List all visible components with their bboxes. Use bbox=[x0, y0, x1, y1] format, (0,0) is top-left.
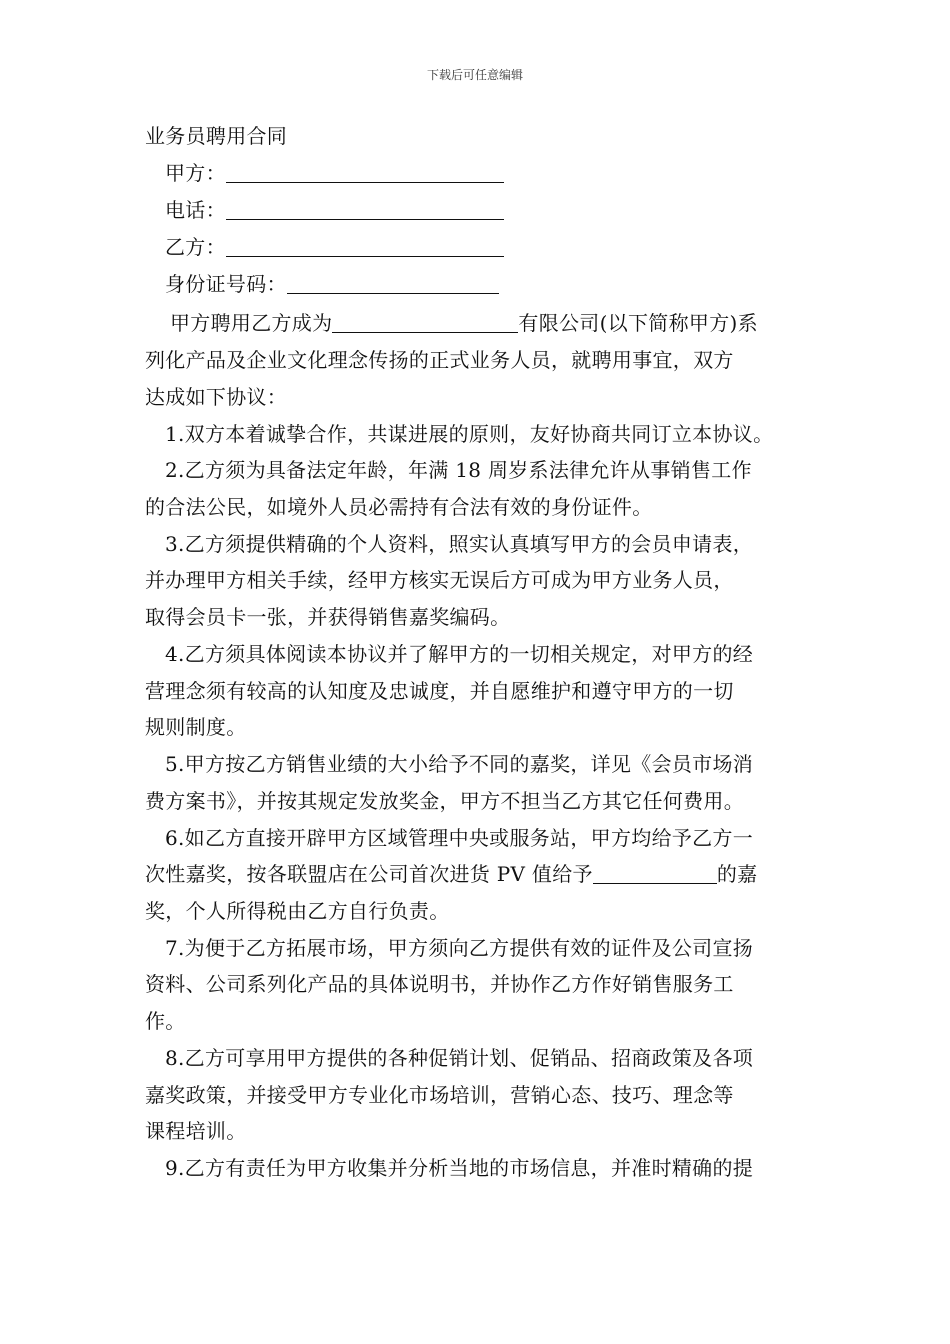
intro-pre: 甲方聘用乙方成为 bbox=[170, 311, 333, 335]
intro-line-2: 列化产品及企业文化理念传扬的正式业务人员，就聘用事宜，双方 bbox=[145, 348, 734, 372]
document-title: 业务员聘用合同 bbox=[145, 124, 288, 148]
clause-3-line-1: 3.乙方须提供精确的个人资料，照实认真填写甲方的会员申请表， bbox=[165, 532, 754, 556]
clause-4-line-2: 营理念须有较高的认知度及忠诚度，并自愿维护和遵守甲方的一切 bbox=[145, 679, 734, 703]
clause-3-line-3: 取得会员卡一张，并获得销售嘉奖编码。 bbox=[145, 605, 511, 629]
clause-5-line-2: 费方案书》，并按其规定发放奖金，甲方不担当乙方其它任何费用。 bbox=[145, 789, 744, 813]
clause-8-line-3: 课程培训。 bbox=[145, 1119, 247, 1143]
clause-6-line-2 bbox=[145, 861, 757, 887]
phone-label: 电话： bbox=[165, 198, 226, 222]
intro-line-1 bbox=[170, 310, 758, 336]
id-number-label: 身份证号码： bbox=[165, 272, 287, 296]
clause-4-line-1: 4.乙方须具体阅读本协议并了解甲方的一切相关规定，对甲方的经 bbox=[165, 642, 754, 666]
clause-6-line-3: 奖，个人所得税由乙方自行负责。 bbox=[145, 899, 450, 923]
clause-2-line-2: 的合法公民，如境外人员必需持有合法有效的身份证件。 bbox=[145, 495, 653, 519]
clause-6-post: 的嘉 bbox=[716, 862, 758, 886]
clause-8-line-1: 8.乙方可享用甲方提供的各种促销计划、促销品、招商政策及各项 bbox=[165, 1046, 754, 1070]
party-b-field bbox=[165, 234, 504, 260]
id-number-field bbox=[165, 271, 499, 297]
party-a-field bbox=[165, 160, 504, 186]
party-b-label: 乙方： bbox=[165, 235, 226, 259]
clause-6-line-1: 6.如乙方直接开辟甲方区域管理中央或服务站，甲方均给予乙方一 bbox=[165, 826, 754, 850]
phone-field bbox=[165, 197, 504, 223]
clause-4-line-3: 规则制度。 bbox=[145, 715, 247, 739]
company-blank[interactable] bbox=[332, 312, 518, 333]
party-b-blank[interactable] bbox=[226, 236, 504, 257]
clause-9-line-1: 9.乙方有责任为甲方收集并分析当地的市场信息，并准时精确的提 bbox=[165, 1156, 754, 1180]
pv-value-blank[interactable] bbox=[593, 863, 717, 884]
clause-1: 1.双方本着诚挚合作，共谋进展的原则，友好协商共同订立本协议。 bbox=[165, 422, 774, 446]
party-a-blank[interactable] bbox=[226, 162, 504, 183]
clause-7-line-2: 资料、公司系列化产品的具体说明书，并协作乙方作好销售服务工 bbox=[145, 972, 734, 996]
intro-post: 有限公司(以下简称甲方)系 bbox=[518, 311, 758, 335]
clause-6-pre: 次性嘉奖，按各联盟店在公司首次进货 PV 值给予 bbox=[145, 862, 593, 886]
id-number-blank[interactable] bbox=[287, 273, 499, 294]
page-header: 下载后可任意编辑 bbox=[426, 68, 523, 82]
clause-3-line-2: 并办理甲方相关手续，经甲方核实无误后方可成为甲方业务人员， bbox=[145, 568, 734, 592]
phone-blank[interactable] bbox=[226, 199, 504, 220]
party-a-label: 甲方： bbox=[165, 161, 226, 185]
intro-line-3: 达成如下协议： bbox=[145, 385, 288, 409]
clause-5-line-1: 5.甲方按乙方销售业绩的大小给予不同的嘉奖，详见《会员市场消 bbox=[165, 752, 754, 776]
clause-2-line-1: 2.乙方须为具备法定年龄，年满 18 周岁系法律允许从事销售工作 bbox=[165, 458, 752, 482]
clause-7-line-3: 作。 bbox=[145, 1009, 186, 1033]
clause-7-line-1: 7.为便于乙方拓展市场，甲方须向乙方提供有效的证件及公司宣扬 bbox=[165, 936, 754, 960]
clause-8-line-2: 嘉奖政策，并接受甲方专业化市场培训，营销心态、技巧、理念等 bbox=[145, 1083, 734, 1107]
